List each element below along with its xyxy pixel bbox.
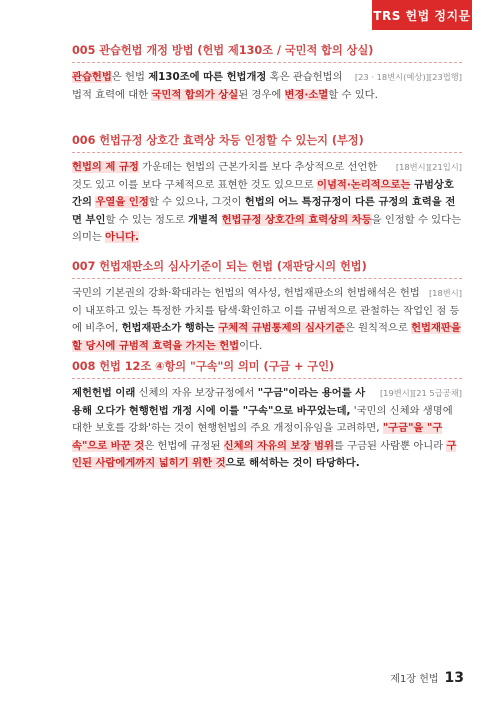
section-title: 008 헌법 12조 ④항의 "구속"의 의미 (구금 + 구인) xyxy=(72,360,335,373)
section-title: 007 헌법재판소의 심사기준이 되는 헌법 (재판당시의 헌법) xyxy=(72,260,367,273)
section-title: 005 관습헌법 개정 방법 (헌법 제130조 / 국민적 합의 상실) xyxy=(72,44,374,57)
text-run: 신체의 자유 보장규정에서 xyxy=(135,387,258,399)
text-run: 국민의 기본권의 강화·확대라는 헌법의 역사성, 헌법재판소의 헌법해석은 헌법이 내포하고 있는 특정한 가치를 탐색·확인하고 이를 규범적으로 관철하는 작업인 점 등에 비추어, xyxy=(72,287,460,334)
section-007 xyxy=(72,258,462,355)
section-paragraph xyxy=(72,159,462,247)
footer-chapter: 제1장 헌법 xyxy=(390,674,439,685)
text-run: 우열을 인정 xyxy=(95,196,149,208)
text-run: 관습헌법 xyxy=(72,71,112,83)
text-run: '국민의 신체와 생명에 대한 보호를 강화'하는 것이 현행헌법의 주요 개정이유임을 고려하면, xyxy=(72,404,453,434)
text-run: 변경·소멸 xyxy=(284,88,329,101)
source-citation: [23 · 18변시(예상)][23법행] xyxy=(354,72,462,82)
text-run: 구인된 사람에게까지 넓히기 위한 것 xyxy=(72,439,457,469)
text-run: 이념적·논리적으로는 xyxy=(317,178,411,191)
section-008 xyxy=(72,358,462,473)
text-run: 개별적 xyxy=(188,213,222,226)
text-run: 아니다. xyxy=(105,231,139,243)
text-run: 제헌헌법 이래 xyxy=(72,387,136,399)
source-citation: [18변시] xyxy=(428,288,462,298)
text-run: 신체의 자유의 보장 범위 xyxy=(223,439,334,452)
section-paragraph xyxy=(72,285,462,355)
text-run: 혹은 관습헌법의 법적 효력에 대한 xyxy=(72,71,343,101)
page-number: 13 xyxy=(444,670,464,686)
text-run: 은 헌법에 규정된 xyxy=(144,439,224,452)
text-run: 헌법재판을 할 당시에 규범적 효력을 가지는 헌법 xyxy=(72,322,461,352)
text-run: 헌법규정 상호간의 효력상의 차등 xyxy=(221,213,372,226)
section-title: 006 헌법규정 상호간 효력상 차등 인정할 수 있는지 (부정) xyxy=(72,134,364,147)
text-run: "구금"을 "구속"으로 바꾼 것 xyxy=(72,422,443,452)
text-run: 할 수 있으나, 그것이 xyxy=(148,196,245,208)
text-run: 은 원칙적으로 xyxy=(344,322,412,334)
section-paragraph xyxy=(72,69,462,104)
section-006 xyxy=(72,132,462,247)
text-run: 국민적 합의가 상실 xyxy=(151,88,239,101)
text-run: 으로 해석하는 것이 타당하다. xyxy=(225,457,360,469)
text-run: 은 헌법 xyxy=(111,71,149,83)
section-005 xyxy=(72,42,462,104)
page-footer xyxy=(390,670,464,686)
section-divider xyxy=(72,62,462,63)
text-run: 을 인정할 수 있다는 의미는 xyxy=(72,213,462,243)
text-run: 헌법의 어느 특정규정이 다른 규정의 효력을 전면 부인 xyxy=(72,196,456,226)
section-divider xyxy=(72,378,462,379)
section-divider xyxy=(72,278,462,279)
text-run: 된 경우에 xyxy=(238,88,285,101)
section-paragraph xyxy=(72,385,462,473)
text-run: 할 수 있다. xyxy=(328,88,378,101)
source-citation: [19변시][21 5급공채] xyxy=(379,388,462,398)
text-run: 를 구금된 사람뿐 아니라 xyxy=(333,439,447,452)
source-citation: [18변시][21입시] xyxy=(395,162,462,172)
text-run: 할 수 있는 정도로 xyxy=(105,213,189,226)
section-divider xyxy=(72,152,462,153)
text-run: 제130조에 따른 헌법개정 xyxy=(148,71,267,83)
text-run: 구체적 규범통제의 심사기준 xyxy=(218,322,345,334)
text-run: 가운데는 헌법의 근본가치를 보다 추상적으로 선언한 것도 있고 이를 보다 구체적으로 표현한 것도 있으므로 xyxy=(72,161,378,191)
text-run: 규범상호간의 xyxy=(72,178,454,208)
text-run: 이다. xyxy=(239,339,263,352)
text-run: 헌법의 제 규정 xyxy=(72,161,139,173)
text-run: "구금"이라는 용어를 사용해 오다가 현행헌법 개정 시에 이를 "구속"으로 바꾸었는데, xyxy=(72,387,366,417)
running-header: TRS 헌법 정지문 xyxy=(372,0,472,30)
text-run: 헌법재판소가 행하는 xyxy=(121,322,219,334)
